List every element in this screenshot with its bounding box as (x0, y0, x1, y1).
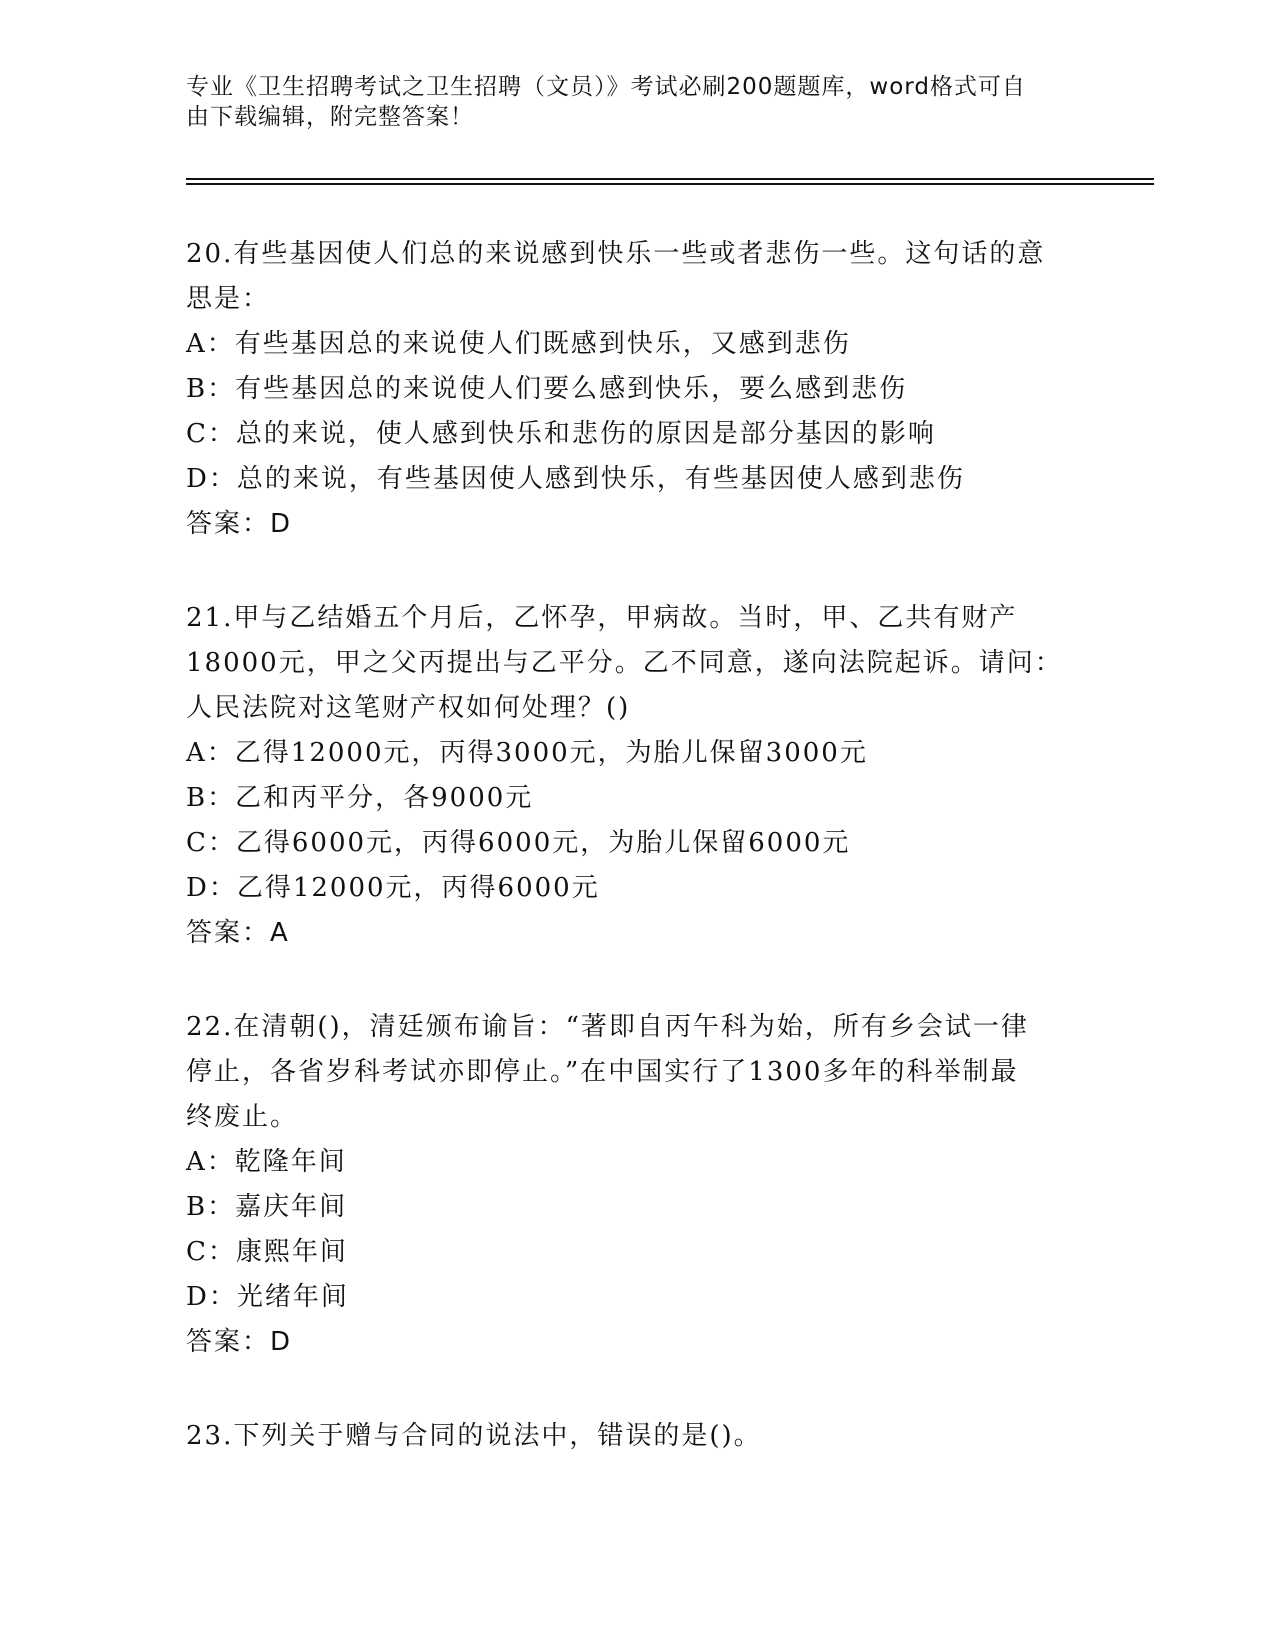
question-20 (186, 232, 1086, 547)
question-21 (186, 596, 1086, 956)
option-c: C：乙得6000元，丙得6000元，为胎儿保留6000元 (186, 828, 851, 858)
answer: 答案：A (186, 918, 290, 948)
option-d: D：光绪年间 (186, 1282, 349, 1312)
answer: 答案：D (186, 509, 293, 539)
answer: 答案：D (186, 1327, 293, 1357)
option-b: B：嘉庆年间 (186, 1192, 348, 1222)
question-stem: 20.有些基因使人们总的来说感到快乐一些或者悲伤一些。这句话的意 思是： (186, 239, 1046, 314)
option-c: C：康熙年间 (186, 1237, 348, 1267)
option-b: B：乙和丙平分，各9000元 (186, 783, 534, 813)
option-a: A：有些基因总的来说使人们既感到快乐，又感到悲伤 (186, 329, 851, 359)
question-23 (186, 1414, 1086, 1459)
header-rule-top (186, 178, 1154, 180)
option-b: B：有些基因总的来说使人们要么感到快乐，要么感到悲伤 (186, 374, 908, 404)
option-d: D：乙得12000元，丙得6000元 (186, 873, 600, 903)
option-a: A：乾隆年间 (186, 1147, 347, 1177)
header-text: 专业《卫生招聘考试之卫生招聘（文员）》考试必刷200题题库，word格式可自 由下载编辑，附完整答案！ (186, 74, 1026, 130)
question-stem: 23.下列关于赠与合同的说法中，错误的是()。 (186, 1421, 762, 1451)
question-22 (186, 1005, 1086, 1365)
header-rule-bottom (186, 183, 1154, 185)
question-stem: 21.甲与乙结婚五个月后，乙怀孕，甲病故。当时，甲、乙共有财产 18000元，甲之父丙提出与乙平分。乙不同意，遂向法院起诉。请问： 人民法院对这笔财产权如何处理？() (186, 603, 1063, 723)
option-d: D：总的来说，有些基因使人感到快乐，有些基因使人感到悲伤 (186, 464, 965, 494)
option-c: C：总的来说，使人感到快乐和悲伤的原因是部分基因的影响 (186, 419, 936, 449)
question-stem: 22.在清朝()，清廷颁布谕旨：“著即自丙午科为始，所有乡会试一律 停止，各省岁科考试亦即停止。”在中国实行了1300多年的科举制最 终废止。 (186, 1012, 1029, 1132)
option-a: A：乙得12000元，丙得3000元，为胎儿保留3000元 (186, 738, 868, 768)
